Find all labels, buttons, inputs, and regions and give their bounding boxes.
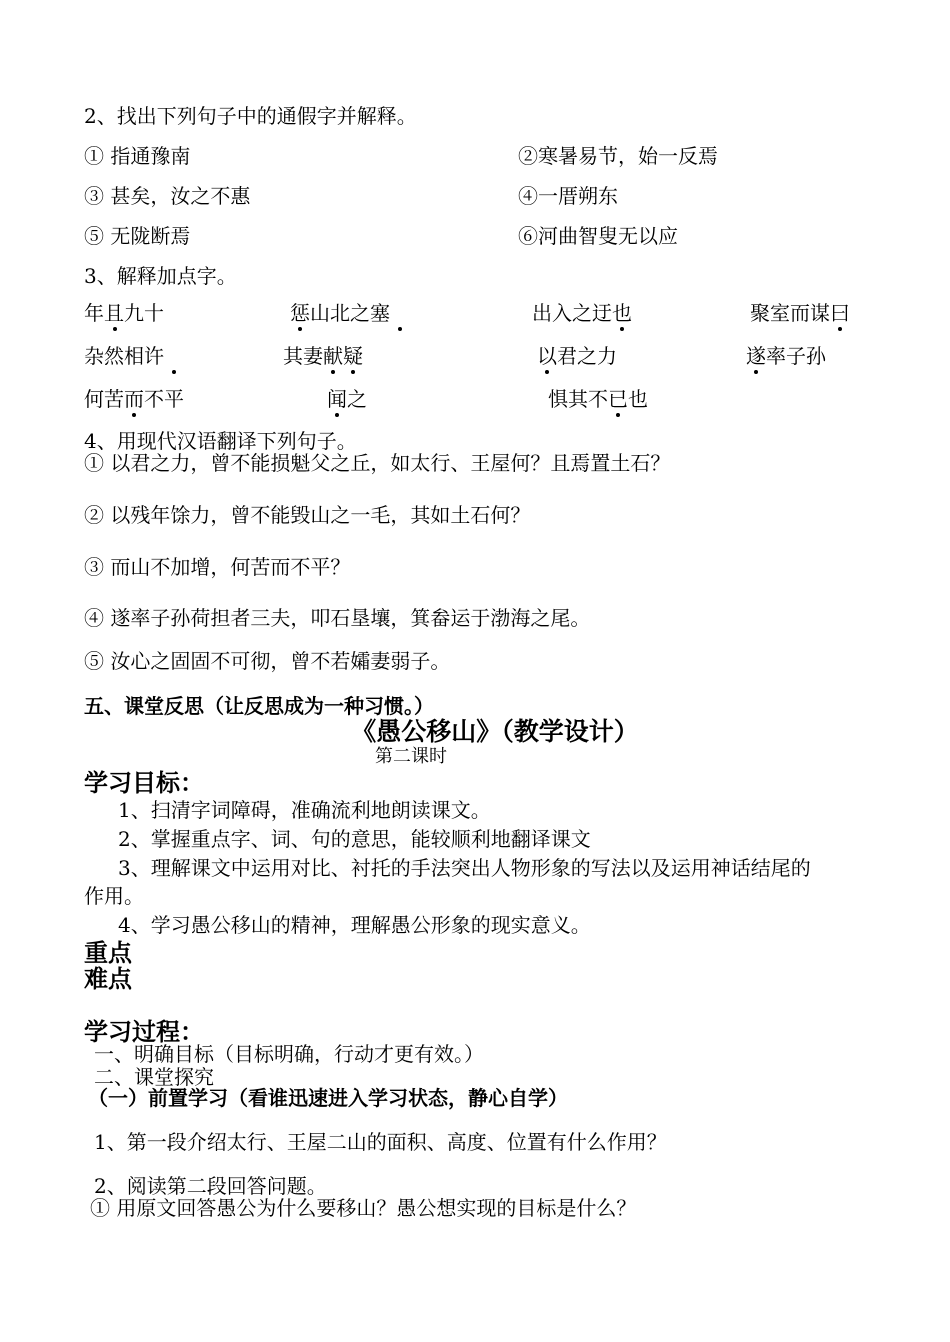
q3-item-2: 惩山北之塞 (290, 300, 390, 326)
pre-study-heading: （一）前置学习（看谁迅速进入学习状态，静心自学） (88, 1086, 568, 1110)
q2-item-5: ⑤ 无陇断焉 (84, 224, 191, 248)
key-point-heading: 重点 (84, 938, 132, 967)
q2-item-2: ②寒暑易节，始一反焉 (518, 144, 718, 168)
q4-item-3: ③ 而山不加增，何苦而不平？ (84, 555, 351, 579)
emphasis-dot (113, 327, 117, 331)
emphasis-dot (172, 370, 176, 374)
emphasis-dot (132, 413, 136, 417)
q2-title: 2、找出下列句子中的通假字并解释。 (84, 104, 417, 128)
emphasis-dot (754, 370, 758, 374)
goal-3-cont: 作用。 (84, 884, 144, 908)
goals-heading: 学习目标： (84, 768, 204, 797)
q3-item-9: 何苦而不平 (84, 386, 184, 412)
goal-4: 4、学习愚公移山的精神，理解愚公形象的现实意义。 (118, 913, 591, 937)
q3-item-4: 聚室而谋曰 (750, 300, 850, 326)
q3-item-7: 以君之力 (537, 343, 617, 369)
difficulty-heading: 难点 (84, 964, 132, 993)
q3-item-5: 杂然相许 (84, 343, 164, 369)
q3-item-6: 其妻献疑 (283, 343, 363, 369)
design-title: 《愚公移山》（教学设计） (351, 717, 639, 746)
q2-item-4: ④一厝朔东 (518, 184, 618, 208)
emphasis-dot (620, 327, 624, 331)
process-step-1: 一、明确目标（目标明确，行动才更有效。） (94, 1042, 484, 1066)
emphasis-dot (545, 370, 549, 374)
q2-item-6: ⑥河曲智叟无以应 (518, 224, 678, 248)
q3-title: 3、解释加点字。 (84, 264, 237, 288)
pre-study-q1: 1、第一段介绍太行、王屋二山的面积、高度、位置有什么作用？ (94, 1130, 667, 1154)
q3-item-10: 闻之 (327, 386, 367, 412)
emphasis-dot (335, 413, 339, 417)
q3-item-1: 年且九十 (84, 300, 164, 326)
q4-title: 4、用现代汉语翻译下列句子。 (84, 429, 357, 453)
q3-item-3: 出入之迂也 (532, 300, 632, 326)
pre-study-q2-1: ① 用原文回答愚公为什么要移山？愚公想实现的目标是什么？ (90, 1196, 637, 1220)
emphasis-dot (351, 370, 355, 374)
process-step-2: 二、课堂探究 (94, 1065, 214, 1089)
goal-2: 2、掌握重点字、词、句的意思，能较顺利地翻译课文 (118, 827, 591, 851)
q3-item-8: 遂率子孙 (746, 343, 826, 369)
q4-item-5: ⑤ 汝心之固固不可彻，曾不若孀妻弱子。 (84, 649, 451, 673)
q3-item-11: 惧其不已也 (548, 386, 648, 412)
q2-item-1: ① 指通豫南 (84, 144, 191, 168)
q4-item-1: ① 以君之力，曾不能损魁父之丘，如太行、王屋何？且焉置土石？ (84, 451, 671, 475)
goal-1: 1、扫清字词障碍，准确流利地朗读课文。 (118, 798, 491, 822)
q2-item-3: ③ 甚矣，汝之不惠 (84, 184, 251, 208)
goal-3: 3、理解课文中运用对比、衬托的手法突出人物形象的写法以及运用神话结尾的 (118, 856, 811, 880)
q4-item-2: ② 以残年馀力，曾不能毁山之一毛，其如土石何？ (84, 503, 531, 527)
emphasis-dot (616, 413, 620, 417)
design-subtitle: 第二课时 (375, 746, 447, 767)
emphasis-dot (298, 327, 302, 331)
emphasis-dot (331, 370, 335, 374)
emphasis-dot (838, 327, 842, 331)
emphasis-dot (398, 327, 402, 331)
process-heading: 学习过程： (84, 1017, 204, 1046)
q4-item-4: ④ 遂率子孙荷担者三夫，叩石垦壤，箕畚运于渤海之尾。 (84, 606, 591, 630)
pre-study-q2: 2、阅读第二段回答问题。 (94, 1174, 327, 1198)
reflection-heading: 五、课堂反思（让反思成为一种习惯。） (84, 694, 434, 718)
